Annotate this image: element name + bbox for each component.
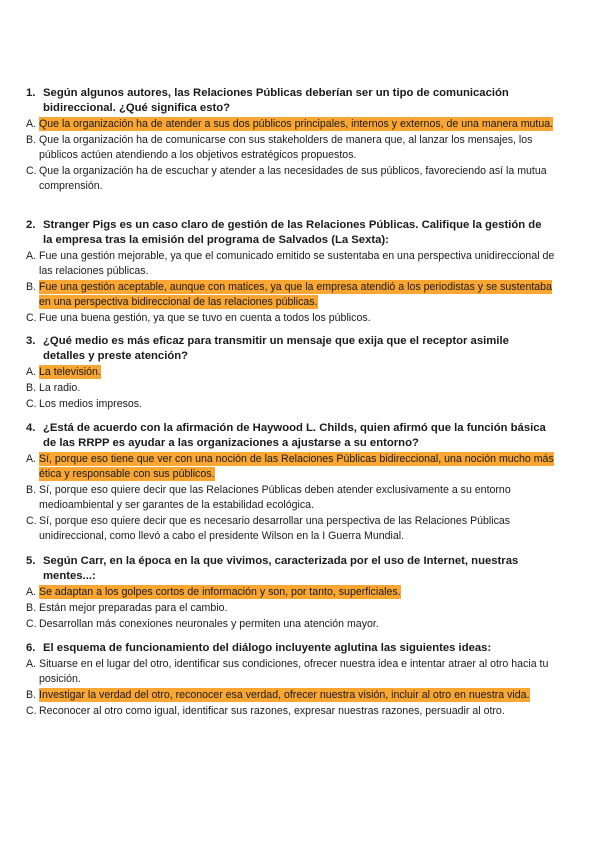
option-a[interactable] [26, 117, 556, 132]
option-text-highlighted: Que la organización ha de atender a sus dos públicos principales, internos y externos, de una manera mutua. [39, 118, 554, 130]
question-1 [0, 86, 600, 194]
option-c[interactable] [26, 704, 556, 719]
question-5 [0, 554, 600, 632]
option-b[interactable] [26, 601, 556, 616]
option-letter: B. [26, 484, 37, 496]
option-a[interactable] [26, 249, 556, 279]
option-text: Los medios impresos. [39, 398, 143, 410]
question-text: Stranger Pigs es un caso claro de gestión de las Relaciones Públicas. Califique la gestión de la empresa tras la emisión del programa de Salvados (La Sexta): [43, 219, 542, 246]
question-header [26, 218, 554, 248]
option-text: Reconocer al otro como igual, identificar sus razones, expresar nuestras razones, persuadir al otro. [39, 705, 505, 717]
option-c[interactable] [26, 164, 556, 194]
option-a[interactable] [26, 365, 556, 380]
option-a[interactable] [26, 585, 556, 600]
option-letter: A. [26, 658, 37, 670]
option-letter: A. [26, 453, 37, 465]
option-text: Situarse en el lugar del otro, identificar sus condiciones, ofrecer nuestra idea e intentar atraer al otro hacia tu posición. [39, 658, 549, 685]
question-text: ¿Está de acuerdo con la afirmación de Haywood L. Childs, quien afirmó que la función básica de las RRPP es ayudar a las organizaciones a ajustarse a su entorno? [43, 422, 546, 449]
option-letter: A. [26, 118, 37, 130]
option-c[interactable] [26, 311, 556, 326]
option-text-highlighted: Sí, porque eso tiene que ver con una noción de las Relaciones Públicas bidireccional, una noción mucho más ética y responsable con sus públicos. [39, 453, 554, 480]
option-letter: A. [26, 366, 37, 378]
option-text: Que la organización ha de escuchar y atender a las necesidades de sus públicos, favoreciendo así la mutua comprensión. [39, 165, 547, 192]
option-a[interactable] [26, 657, 556, 687]
question-4 [0, 421, 600, 544]
option-c[interactable] [26, 617, 556, 632]
option-letter: C. [26, 618, 37, 630]
option-letter: C. [26, 515, 37, 527]
option-b[interactable] [26, 381, 556, 396]
question-text: ¿Qué medio es más eficaz para transmitir un mensaje que exija que el receptor asimile detalles y preste atención? [43, 335, 509, 362]
option-letter: B. [26, 689, 37, 701]
question-2 [0, 218, 600, 326]
option-text-highlighted: Se adaptan a los golpes cortos de información y son, por tanto, superficiales. [39, 586, 401, 598]
question-header [26, 641, 554, 656]
option-text-highlighted: Fue una gestión aceptable, aunque con matices, ya que la empresa atendió a los periodistas y se sustentaba en una perspectiva bidireccional de las relaciones públicas. [39, 281, 552, 308]
option-letter: C. [26, 165, 37, 177]
option-text: Que la organización ha de comunicarse con sus stakeholders de manera que, al lanzar los mensajes, los públicos actúen atendiendo a los objetivos estratégicos propuestos. [39, 134, 533, 161]
option-text: Sí, porque eso quiere decir que es necesario desarrollar una perspectiva de las Relaciones Públicas unidireccional, como llevó a cabo el presidente Wilson en la I Guerra Mundial. [39, 515, 511, 542]
option-b[interactable] [26, 688, 556, 703]
option-text: Fue una buena gestión, ya que se tuvo en cuenta a todos los públicos. [39, 312, 371, 324]
option-b[interactable] [26, 133, 556, 163]
question-header [26, 421, 554, 451]
option-text: La radio. [39, 382, 81, 394]
option-text: Están mejor preparadas para el cambio. [39, 602, 228, 614]
question-header [26, 86, 554, 116]
question-number: 3. [26, 335, 36, 347]
option-b[interactable] [26, 483, 556, 513]
option-letter: A. [26, 586, 37, 598]
question-number: 2. [26, 219, 36, 231]
question-text: Según algunos autores, las Relaciones Públicas deberían ser un tipo de comunicación bidireccional. ¿Qué significa esto? [43, 87, 509, 114]
question-header [26, 554, 554, 584]
option-letter: B. [26, 382, 37, 394]
option-letter: C. [26, 312, 37, 324]
option-a[interactable] [26, 452, 556, 482]
option-text: Sí, porque eso quiere decir que las Relaciones Públicas deben atender exclusivamente a su entorno medioambiental y ser garantes de la estabilidad ecológica. [39, 484, 511, 511]
question-header [26, 334, 554, 364]
question-number: 1. [26, 87, 36, 99]
option-letter: B. [26, 602, 37, 614]
option-text: Fue una gestión mejorable, ya que el comunicado emitido se sustentaba en una perspectiva unidireccional de las relaciones públicas. [39, 250, 555, 277]
option-text-highlighted: Investigar la verdad del otro, reconocer esa verdad, ofrecer nuestra visión, incluir al otro en nuestra vida. [39, 689, 530, 701]
question-text: Según Carr, en la época en la que vivimos, caracterizada por el uso de Internet, nuestras mentes...: [43, 555, 519, 582]
option-letter: C. [26, 398, 37, 410]
question-text: El esquema de funcionamiento del diálogo incluyente aglutina las siguientes ideas: [43, 642, 492, 654]
option-text-highlighted: La televisión. [39, 366, 101, 378]
option-letter: A. [26, 250, 37, 262]
question-number: 6. [26, 642, 36, 654]
option-b[interactable] [26, 280, 556, 310]
option-c[interactable] [26, 514, 556, 544]
option-letter: B. [26, 281, 37, 293]
question-3 [0, 334, 600, 412]
option-letter: C. [26, 705, 37, 717]
question-6 [0, 641, 600, 719]
question-number: 4. [26, 422, 36, 434]
option-c[interactable] [26, 397, 556, 412]
question-number: 5. [26, 555, 36, 567]
option-letter: B. [26, 134, 37, 146]
option-text: Desarrollan más conexiones neuronales y permiten una atención mayor. [39, 618, 379, 630]
